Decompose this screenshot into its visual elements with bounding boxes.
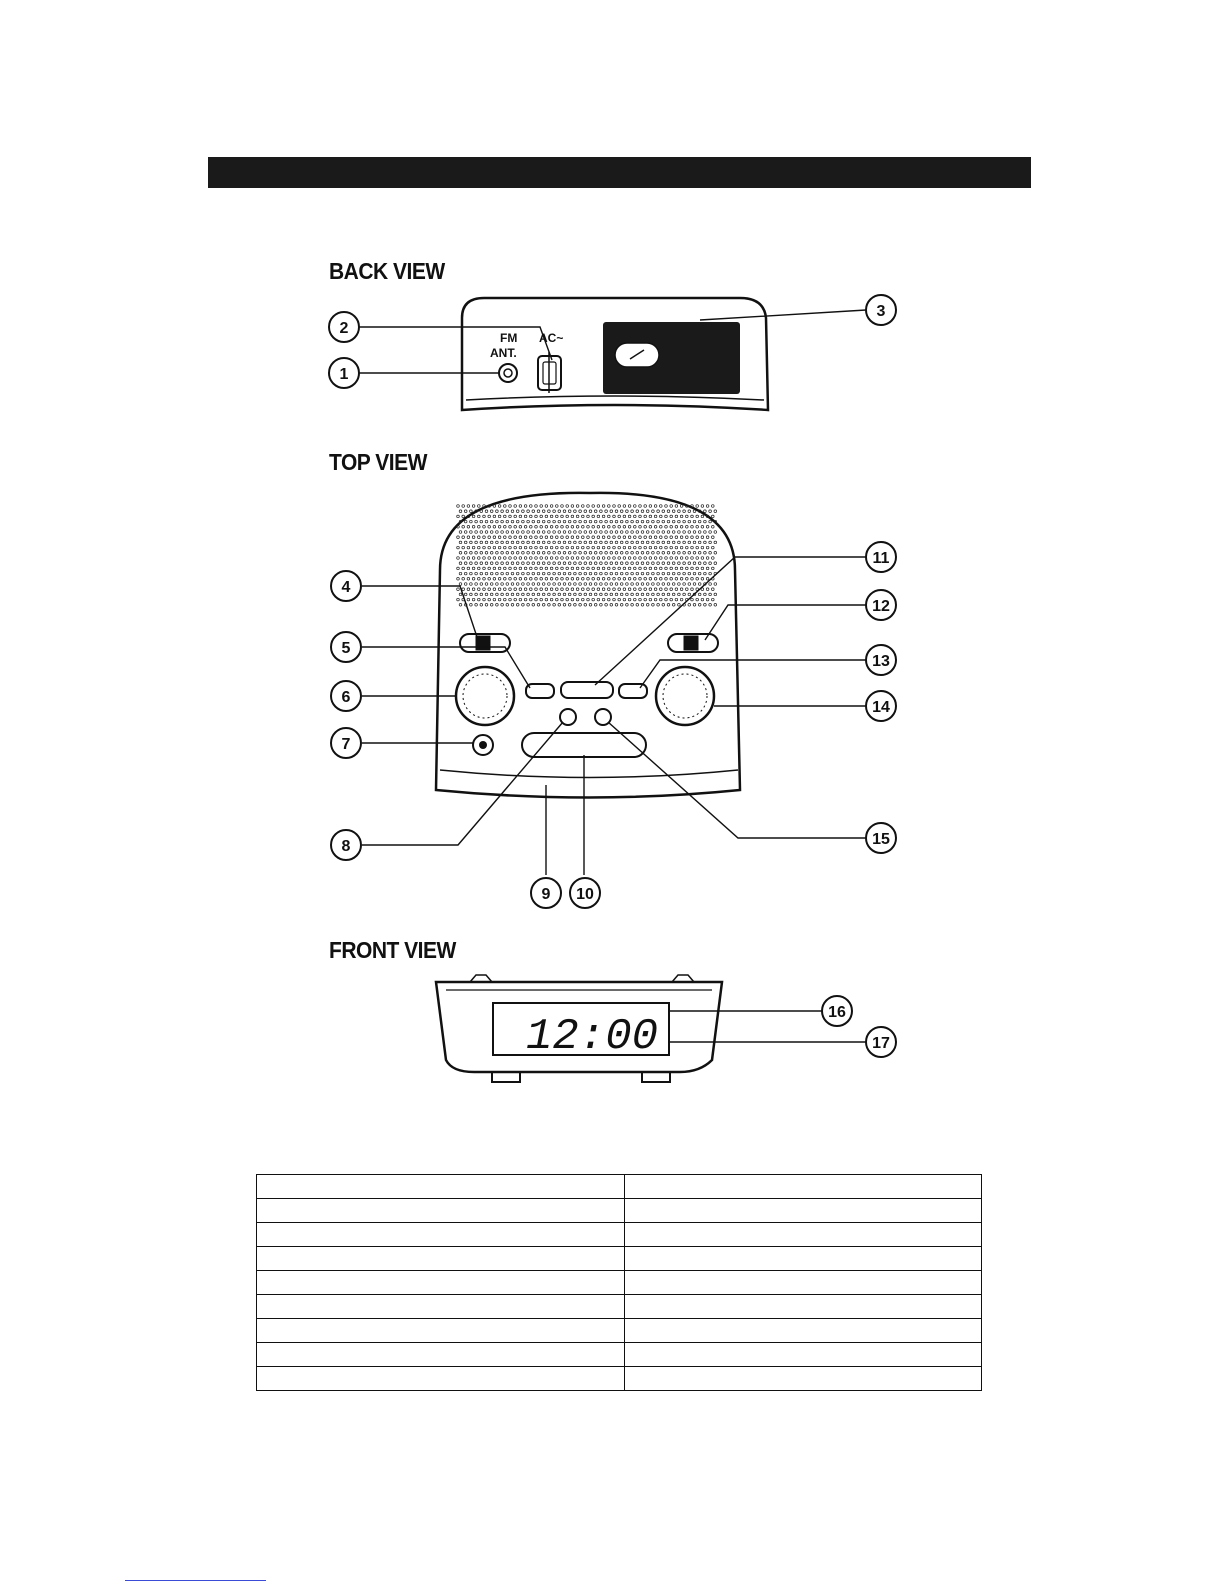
callout-markers: [329, 295, 896, 1057]
table-row: [257, 1271, 982, 1295]
tuning-knob[interactable]: [656, 667, 714, 725]
callout-number: 15: [872, 831, 890, 848]
button-11[interactable]: [561, 682, 613, 698]
callout-number: 8: [341, 838, 351, 855]
ac-label: AC~: [539, 331, 564, 345]
callout-number: 17: [872, 1035, 890, 1052]
display-time: 12:00: [526, 1012, 659, 1062]
button-13[interactable]: [619, 684, 647, 698]
callout-4: [331, 571, 361, 601]
table-cell: [257, 1199, 625, 1223]
parts-table: [256, 1174, 982, 1391]
front-view-drawing: [436, 975, 722, 1082]
table-cell: [625, 1319, 982, 1343]
table-cell: [257, 1295, 625, 1319]
table-row: [257, 1343, 982, 1367]
callout-number: 6: [341, 689, 351, 706]
callout-9: [531, 878, 561, 908]
callout-6: [331, 681, 361, 711]
table-cell: [625, 1271, 982, 1295]
callout-8: [331, 830, 361, 860]
table-row: [257, 1247, 982, 1271]
callout-number: 2: [339, 320, 349, 337]
callout-3: [866, 295, 896, 325]
footer-link-underline[interactable]: [125, 1580, 266, 1581]
fm-label-line1: FM: [500, 331, 518, 345]
table-cell: [257, 1271, 625, 1295]
button-5[interactable]: [526, 684, 554, 698]
callout-number: 4: [341, 579, 351, 596]
table-cell: [625, 1199, 982, 1223]
callout-16: [822, 996, 852, 1026]
callout-12: [866, 590, 896, 620]
table-row: [257, 1319, 982, 1343]
table-cell: [257, 1223, 625, 1247]
table-cell: [625, 1175, 982, 1199]
back-view-title: BACK VIEW: [329, 259, 445, 285]
callout-1: [329, 358, 359, 388]
callout-number: 1: [339, 366, 349, 383]
table-cell: [625, 1295, 982, 1319]
table-cell: [625, 1367, 982, 1391]
callout-10: [570, 878, 600, 908]
snooze-bar[interactable]: [522, 733, 646, 757]
callout-number: 13: [872, 653, 890, 670]
table-cell: [257, 1319, 625, 1343]
fm-antenna-jack-icon: [499, 364, 517, 382]
callout-number: 9: [541, 886, 551, 903]
callout-number: 16: [828, 1004, 846, 1021]
table-cell: [257, 1247, 625, 1271]
top-view-title: TOP VIEW: [329, 450, 427, 476]
table-cell: [257, 1175, 625, 1199]
callout-7: [331, 728, 361, 758]
callout-number: 11: [872, 550, 890, 567]
callout-number: 5: [341, 640, 351, 657]
callout-11: [866, 542, 896, 572]
table-cell: [625, 1343, 982, 1367]
callout-14: [866, 691, 896, 721]
back-view-drawing: [462, 298, 768, 410]
front-view-title: FRONT VIEW: [329, 938, 456, 964]
callout-2: [329, 312, 359, 342]
table-row: [257, 1199, 982, 1223]
fm-label-line2: ANT.: [490, 346, 517, 360]
callout-number: 10: [576, 886, 594, 903]
table-row: [257, 1295, 982, 1319]
callout-17: [866, 1027, 896, 1057]
table-row: [257, 1367, 982, 1391]
callout-number: 7: [341, 736, 351, 753]
callout-5: [331, 632, 361, 662]
table-cell: [257, 1343, 625, 1367]
table-cell: [625, 1247, 982, 1271]
table-row: [257, 1223, 982, 1247]
volume-knob[interactable]: [456, 667, 514, 725]
callout-15: [866, 823, 896, 853]
callout-number: 3: [876, 303, 886, 320]
table-cell: [625, 1223, 982, 1247]
table-row: [257, 1175, 982, 1199]
table-cell: [257, 1367, 625, 1391]
callout-number: 14: [872, 699, 890, 716]
leader-lines: [359, 310, 866, 1042]
callout-13: [866, 645, 896, 675]
callout-number: 12: [872, 598, 890, 615]
top-view-drawing: [436, 493, 740, 798]
